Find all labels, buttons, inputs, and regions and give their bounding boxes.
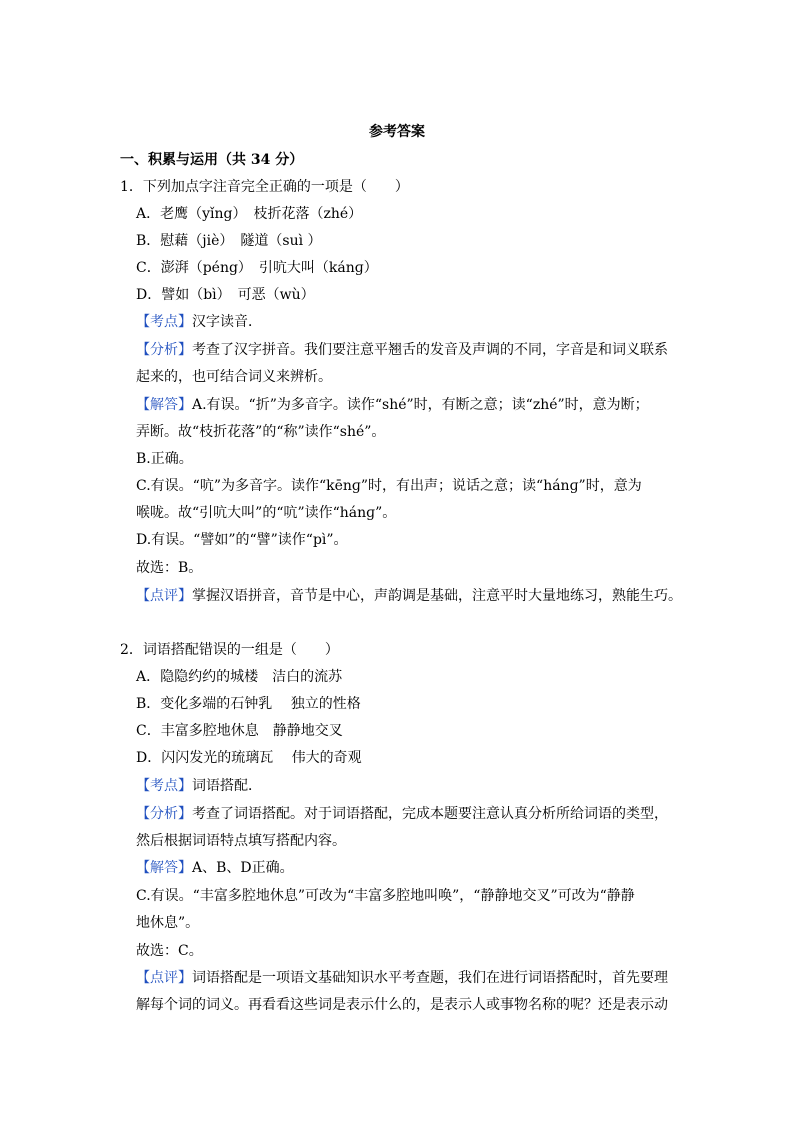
- kaodian-text: 词语搭配．: [192, 778, 262, 794]
- q1-option-d: D．譬如（bì） 可恶（wù）: [136, 287, 315, 303]
- question-1-stem: 1．下列加点字注音完全正确的一项是（ ）: [120, 179, 409, 195]
- fenxi-text: 考查了词语搭配。对于词语搭配，完成本题要注意认真分析所给词语的类型，: [192, 806, 668, 822]
- fenxi-tag: 【分析】: [136, 342, 192, 358]
- q1-jieda-line-6: D.有误。“譬如”的“譬”读作“pì”。: [136, 532, 348, 548]
- q1-jieda-line-3: B.正确。: [136, 451, 193, 467]
- kaodian-tag: 【考点】: [136, 314, 192, 330]
- q2-kaodian: [136, 776, 262, 796]
- dianping-tag: 【点评】: [136, 970, 192, 986]
- question-2-stem: 2．词语搭配错误的一组是（ ）: [120, 642, 339, 658]
- kaodian-tag: 【考点】: [136, 778, 192, 794]
- q1-fenxi: [136, 340, 668, 360]
- q2-fenxi: [136, 804, 668, 824]
- q2-option-a: A．隐隐约约的城楼 洁白的流苏: [136, 669, 343, 685]
- jieda-text: A、B、D正确。: [192, 860, 294, 876]
- q2-jieda-line-2: C.有误。“丰富多腔地休息”可改为“丰富多腔地叫唤”，“静静地交叉”可改为“静静: [136, 888, 635, 904]
- q2-option-b: B．变化多端的石钟乳 独立的性格: [136, 696, 361, 712]
- q2-dianping-cont: 解每个词的词义。再看看这些词是表示什么的，是表示人或事物名称的呢？还是表示动: [136, 997, 668, 1013]
- fenxi-text: 考查了汉字拼音。我们要注意平翘舌的发音及声调的不同，字音是和词义联系: [192, 342, 668, 358]
- dianping-text: 词语搭配是一项语文基础知识水平考查题，我们在进行词语搭配时，首先要理: [192, 970, 668, 986]
- q2-option-c: C．丰富多腔地休息 静静地交叉: [136, 723, 343, 739]
- q1-dianping: [136, 586, 682, 606]
- jieda-tag: 【解答】: [136, 397, 192, 413]
- jieda-tag: 【解答】: [136, 860, 192, 876]
- q2-jieda: [136, 858, 294, 878]
- q1-option-a: A．老鹰（yǐng） 枝折花落（zhé）: [136, 206, 363, 222]
- page-title: 参考答案: [369, 124, 425, 140]
- dianping-tag: 【点评】: [136, 588, 192, 604]
- section-heading: 一、积累与运用（共 34 分）: [120, 152, 304, 168]
- kaodian-text: 汉字读音．: [192, 314, 262, 330]
- q1-fenxi-cont: 起来的，也可结合词义来辨析。: [136, 369, 332, 385]
- q2-jieda-line-3: 地休息”。: [136, 915, 200, 931]
- q1-jieda-line-2: 弄断。故“枝折花落”的“称”读作“shé”。: [136, 424, 386, 440]
- q2-dianping: [136, 968, 668, 988]
- q1-kaodian: [136, 312, 262, 332]
- q1-jieda: [136, 395, 649, 415]
- q1-option-c: C．澎湃（péng） 引吭大叫（kánɡ）: [136, 260, 378, 276]
- jieda-text: A.有误。“折”为多音字。读作“shé”时，有断之意；读“zhé”时，意为断；: [192, 397, 649, 413]
- fenxi-tag: 【分析】: [136, 806, 192, 822]
- q1-answer: 故选：B。: [136, 560, 203, 576]
- q2-answer: 故选：C。: [136, 943, 203, 959]
- q2-option-d: D．闪闪发光的琉璃瓦 伟大的奇观: [136, 750, 362, 766]
- q1-jieda-line-4: C.有误。“吭”为多音字。读作“kēnɡ”时，有出声；说话之意；读“hánɡ”时，意为: [136, 478, 642, 494]
- q1-jieda-line-5: 喉咙。故“引吭大叫”的“吭”读作“hánɡ”。: [136, 505, 397, 521]
- q2-fenxi-cont: 然后根据词语特点填写搭配内容。: [136, 833, 346, 849]
- dianping-text: 掌握汉语拼音，音节是中心，声韵调是基础，注意平时大量地练习，熟能生巧。: [192, 588, 682, 604]
- q1-option-b: B．慰藉（jiè） 隧道（suì ）: [136, 233, 322, 249]
